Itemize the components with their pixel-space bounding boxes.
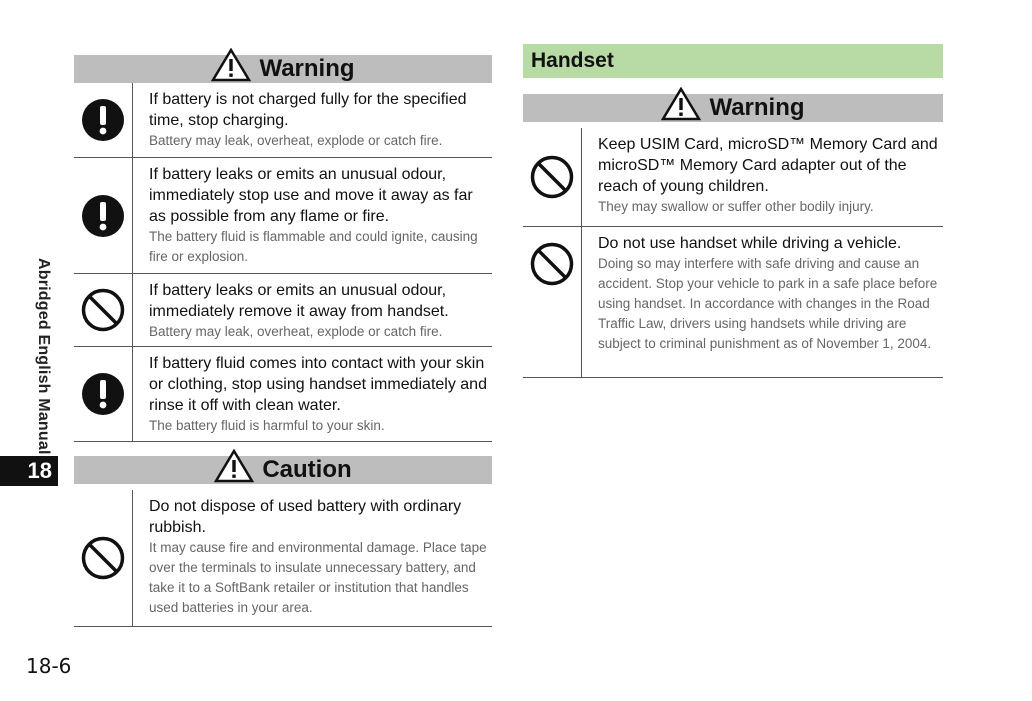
warning-triangle-icon [211, 48, 251, 82]
warning-title: Warning [709, 94, 805, 121]
section-label: Abridged English Manual [35, 258, 52, 455]
item-sub-text: The battery fluid is flammable and could ignite, causing fire or explosion. [149, 229, 478, 264]
list-item [74, 274, 492, 347]
item-main-text: Do not use handset while driving a vehicle. [598, 235, 902, 252]
item-main-text: Keep USIM Card, microSD™ Memory Card and microSD™ Memory Card adapter out of the reach of young children. [598, 136, 938, 195]
list-item [74, 490, 492, 627]
warning-title: Warning [259, 55, 355, 82]
item-main-text: Do not dispose of used battery with ordinary rubbish. [149, 498, 462, 536]
item-sub-text: Battery may leak, overheat, explode or catch fire. [149, 324, 443, 339]
caution-title: Caution [262, 456, 352, 483]
warning-triangle-icon [661, 87, 701, 121]
warning-triangle-icon [214, 449, 254, 483]
page-number: 18-6 [26, 654, 72, 678]
list-item [74, 347, 492, 442]
section-title: Handset [531, 49, 614, 72]
warning-header [523, 94, 943, 122]
prohibition-icon [80, 287, 126, 333]
right-column [523, 44, 943, 378]
item-sub-text: Battery may leak, overheat, explode or catch fire. [149, 133, 443, 148]
left-column [74, 55, 492, 627]
caution-header [74, 456, 492, 484]
mandatory-icon [80, 193, 126, 239]
list-item [74, 158, 492, 274]
prohibition-icon [529, 241, 575, 287]
mandatory-icon [80, 371, 126, 417]
item-sub-text: Doing so may interfere with safe driving and cause an accident. Stop your vehicle to park in a safe place before using handset. In accordance with changes in the Road Traffic Law, drivers using handsets while driving are subject to criminal punishment as of November 1, 2004. [598, 256, 938, 351]
list-item [74, 83, 492, 158]
item-main-text: If battery leaks or emits an unusual odour, immediately remove it away from handset. [149, 282, 449, 320]
item-main-text: If battery leaks or emits an unusual odour, immediately stop use and move it away as far as possible from any flame or fire. [149, 166, 473, 225]
mandatory-icon [80, 97, 126, 143]
item-main-text: If battery fluid comes into contact with your skin or clothing, stop using handset immediately and rinse it off with clean water. [149, 355, 487, 414]
prohibition-icon [529, 154, 575, 200]
list-item [523, 128, 943, 227]
item-sub-text: It may cause fire and environmental damage. Place tape over the terminals to insulate unnecessary battery, and take it to a SoftBank retailer or institution that handles used batteries in your area. [149, 540, 487, 615]
chapter-number: 18 [0, 456, 58, 486]
item-main-text: If battery is not charged fully for the specified time, stop charging. [149, 91, 467, 129]
item-sub-text: They may swallow or suffer other bodily injury. [598, 199, 874, 214]
prohibition-icon [80, 535, 126, 581]
section-header [523, 44, 943, 78]
warning-header [74, 55, 492, 83]
item-sub-text: The battery fluid is harmful to your skin. [149, 418, 385, 433]
list-item [523, 227, 943, 378]
